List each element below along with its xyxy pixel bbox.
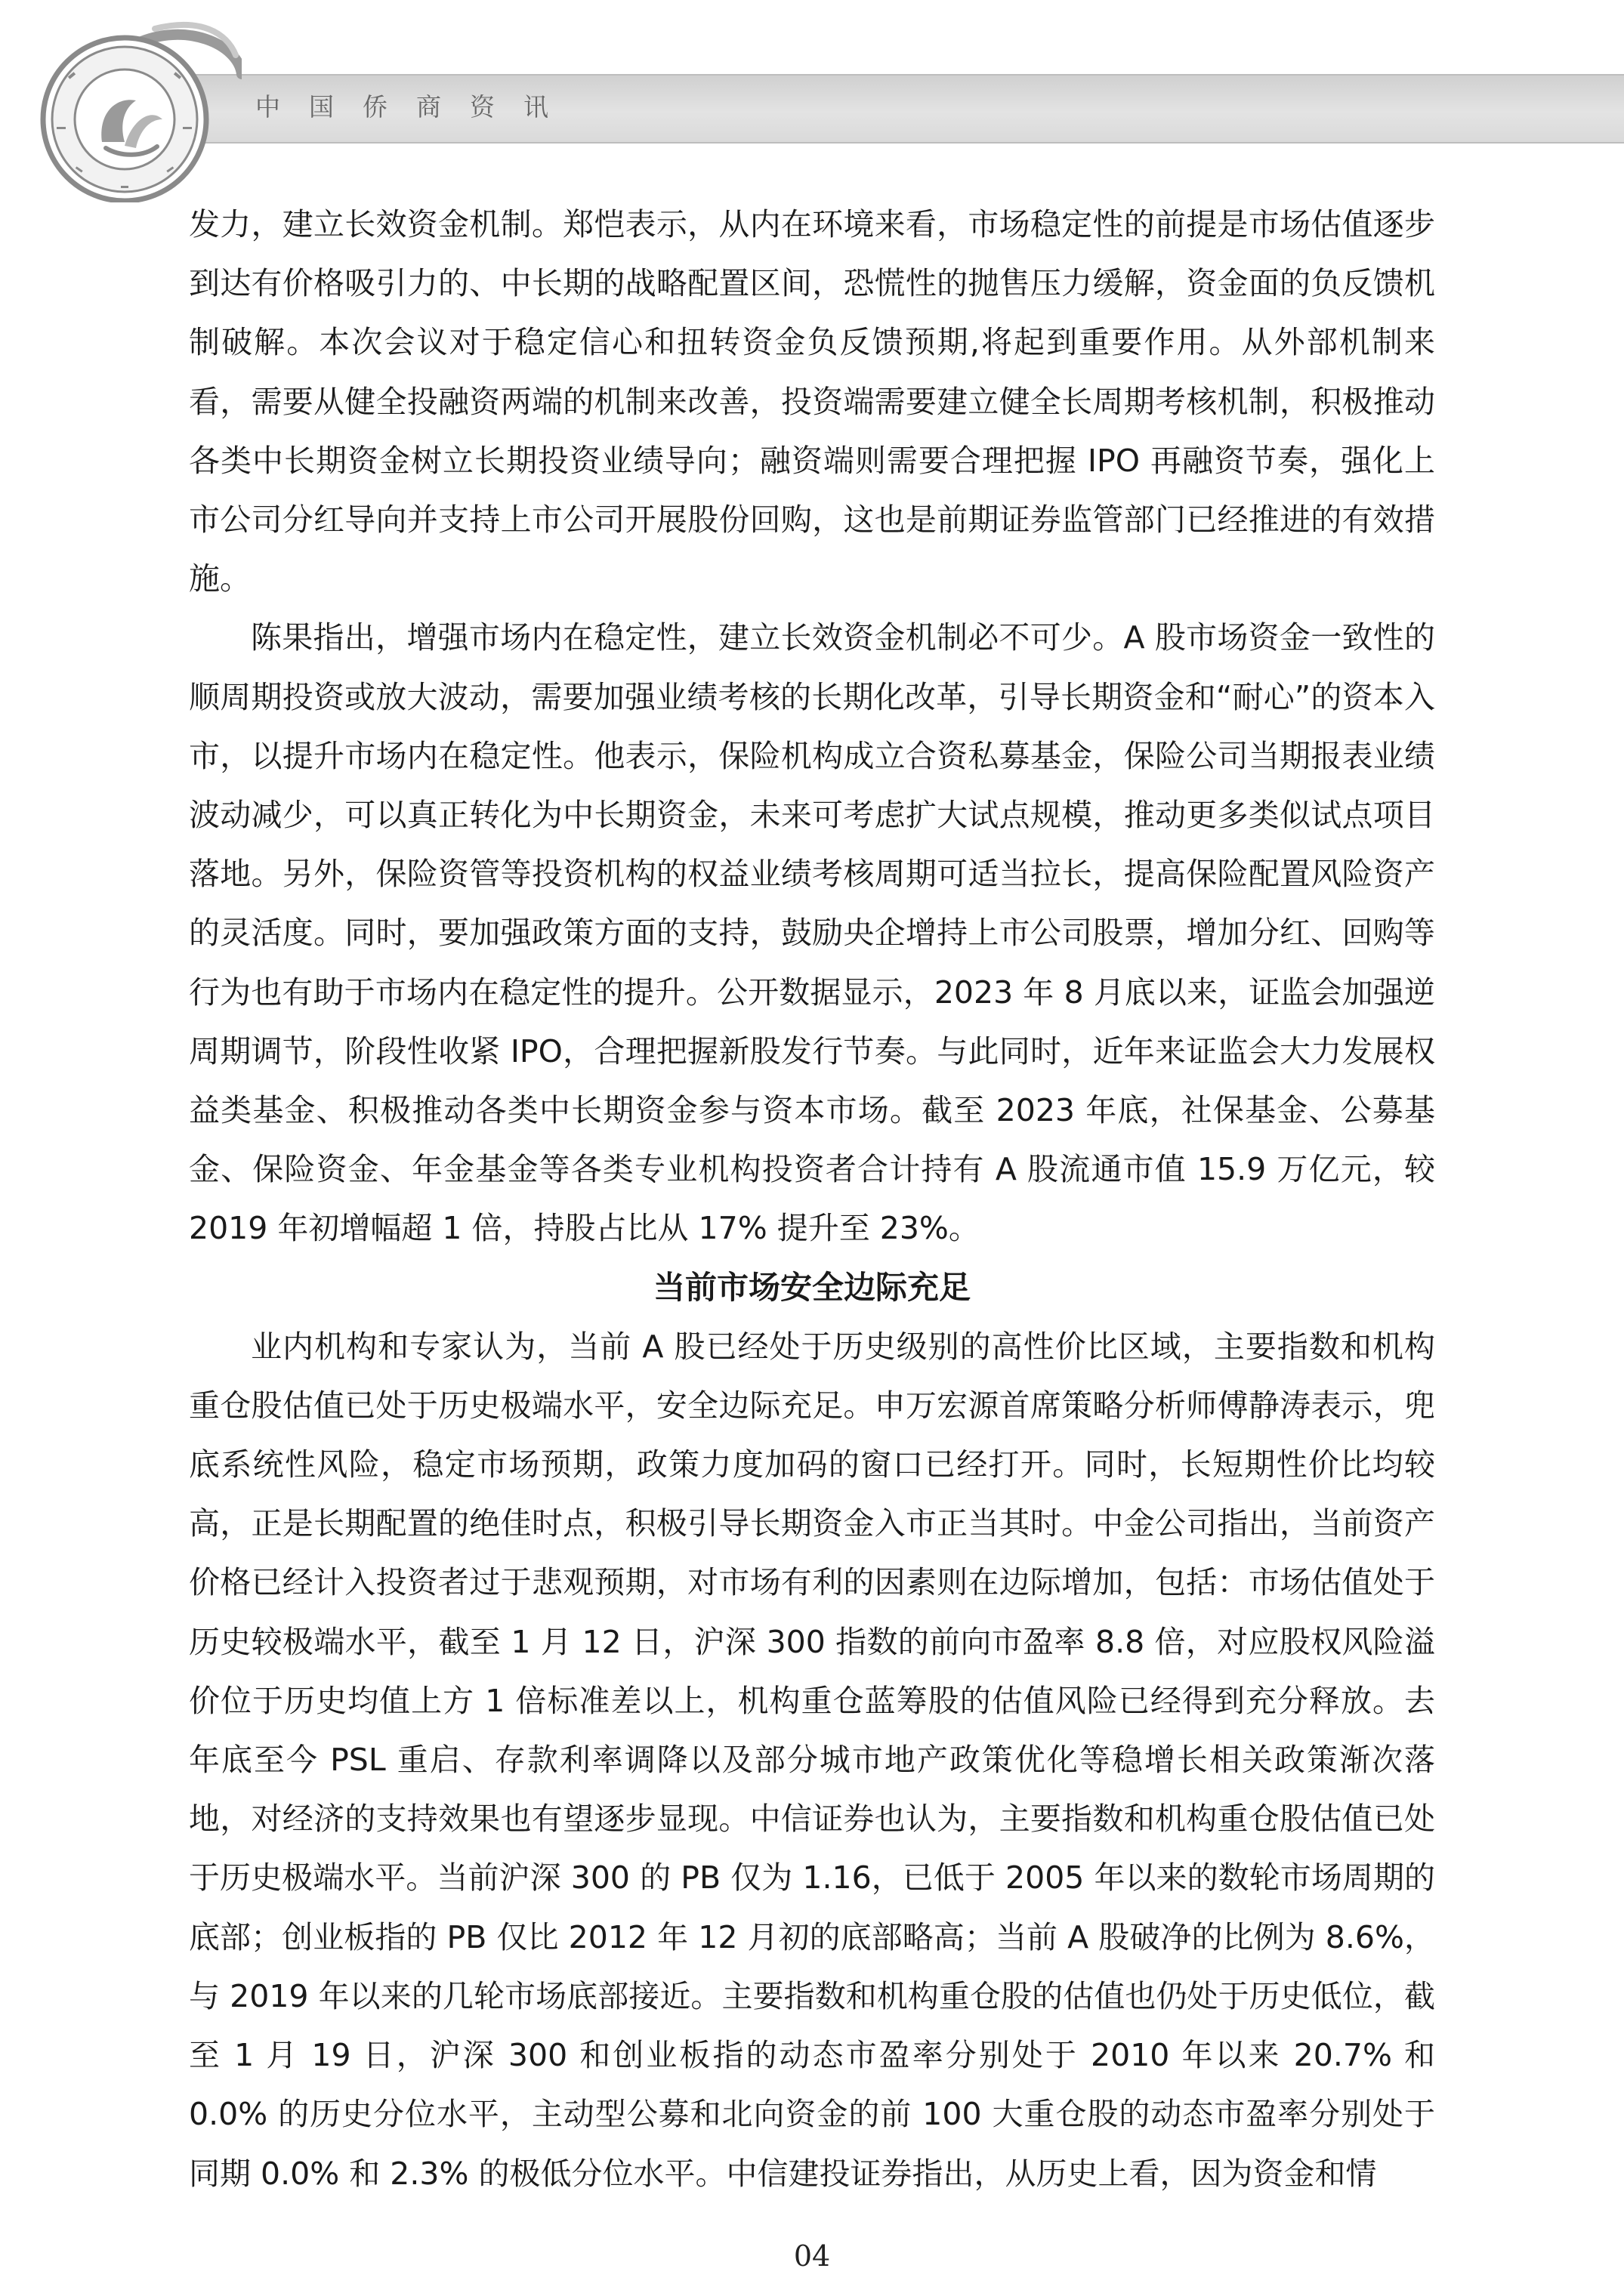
logo-emblem-icon [23,14,242,202]
paragraph: 陈果指出，增强市场内在稳定性，建立长效资金机制必不可少。A 股市场资金一致性的顺周期投资或放大波动，需要加强业绩考核的长期化改革，引导长期资金和“耐心”的资本入市，以提升市场内在稳定性。他表示，保险机构成立合资私募基金，保险公司当期报表业绩波动减少，可以真正转化为中长期资金，未来可考虑扩大试点规模，推动更多类似试点项目落地。另外，保险资管等投资机构的权益业绩考核周期可适当拉长，提高保险配置风险资产的灵活度。同时，要加强政策方面的支持，鼓励央企增持上市公司股票，增加分红、回购等行为也有助于市场内在稳定性的提升。公开数据显示，2023 年 8 月底以来，证监会加强逆周期调节，阶段性收紧 IPO，合理把握新股发行节奏。与此同时，近年来证监会大力发展权益类基金、积极推动各类中长期资金参与资本市场。截至 2023 年底，社保基金、公募基金、保险资金、年金基金等各类专业机构投资者合计持有 A 股流通市值 15.9 万亿元，较 2019 年初增幅超 1 倍，持股占比从 17% 提升至 23%。 [189,619,1435,1247]
paragraph: 发力，建立长效资金机制。郑恺表示，从内在环境来看，市场稳定性的前提是市场估值逐步到达有价格吸引力的、中长期的战略配置区间，恐慌性的抛售压力缓解，资金面的负反馈机制破解。本次会议对于稳定信心和扭转资金负反馈预期,将起到重要作用。从外部机制来看，需要从健全投融资两端的机制来改善，投资端需要建立健全长周期考核机制，积极推动各类中长期资金树立长期投资业绩导向；融资端则需要合理把握 IPO 再融资节奏，强化上市公司分红导向并支持上市公司开展股份回购，这也是前期证券监管部门已经推进的有效措施。 [189,206,1435,597]
paragraph: 业内机构和专家认为，当前 A 股已经处于历史级别的高性价比区域，主要指数和机构重仓股估值已处于历史极端水平，安全边际充足。申万宏源首席策略分析师傅静涛表示，兜底系统性风险，稳定市场预期，政策力度加码的窗口已经打开。同时，长短期性价比均较高，正是长期配置的绝佳时点，积极引导长期资金入市正当其时。中金公司指出，当前资产价格已经计入投资者过于悲观预期，对市场有利的因素则在边际增加，包括：市场估值处于历史较极端水平，截至 1 月 12 日，沪深 300 指数的前向市盈率 8.8 倍，对应股权风险溢价位于历史均值上方 1 倍标准差以上，机构重仓蓝筹股的估值风险已经得到充分释放。去年底至今 PSL 重启、存款利率调降以及部分城市地产政策优化等稳增长相关政策渐次落地，对经济的支持效果也有望逐步显现。中信证券也认为，主要指数和机构重仓股估值已处于历史极端水平。当前沪深 300 的 PB 仅为 1.16，已低于 2005 年以来的数轮市场周期的底部；创业板指的 PB 仅比 2012 年 12 月初的底部略高；当前 A 股破净的比例为 8.6%，与 2019 年以来的几轮市场底部接近。主要指数和机构重仓股的估值也仍处于历史低位，截至 1 月 19 日，沪深 300 和创业板指的动态市盈率分别处于 2010 年以来 20.7% 和 0.0% 的历史分位水平，主动型公募和北向资金的前 100 大重仓股的动态市盈率分别处于同期 0.0% 和 2.3% 的极低分位水平。中信建投证券指出，从历史上看，因为资金和情 [189,1328,1435,2192]
page-number: 04 [793,2239,831,2273]
article-body [189,195,1435,2203]
header-title: 中国侨商资讯 [255,92,577,122]
section-heading: 当前市场安全边际充足 [653,1268,971,1306]
